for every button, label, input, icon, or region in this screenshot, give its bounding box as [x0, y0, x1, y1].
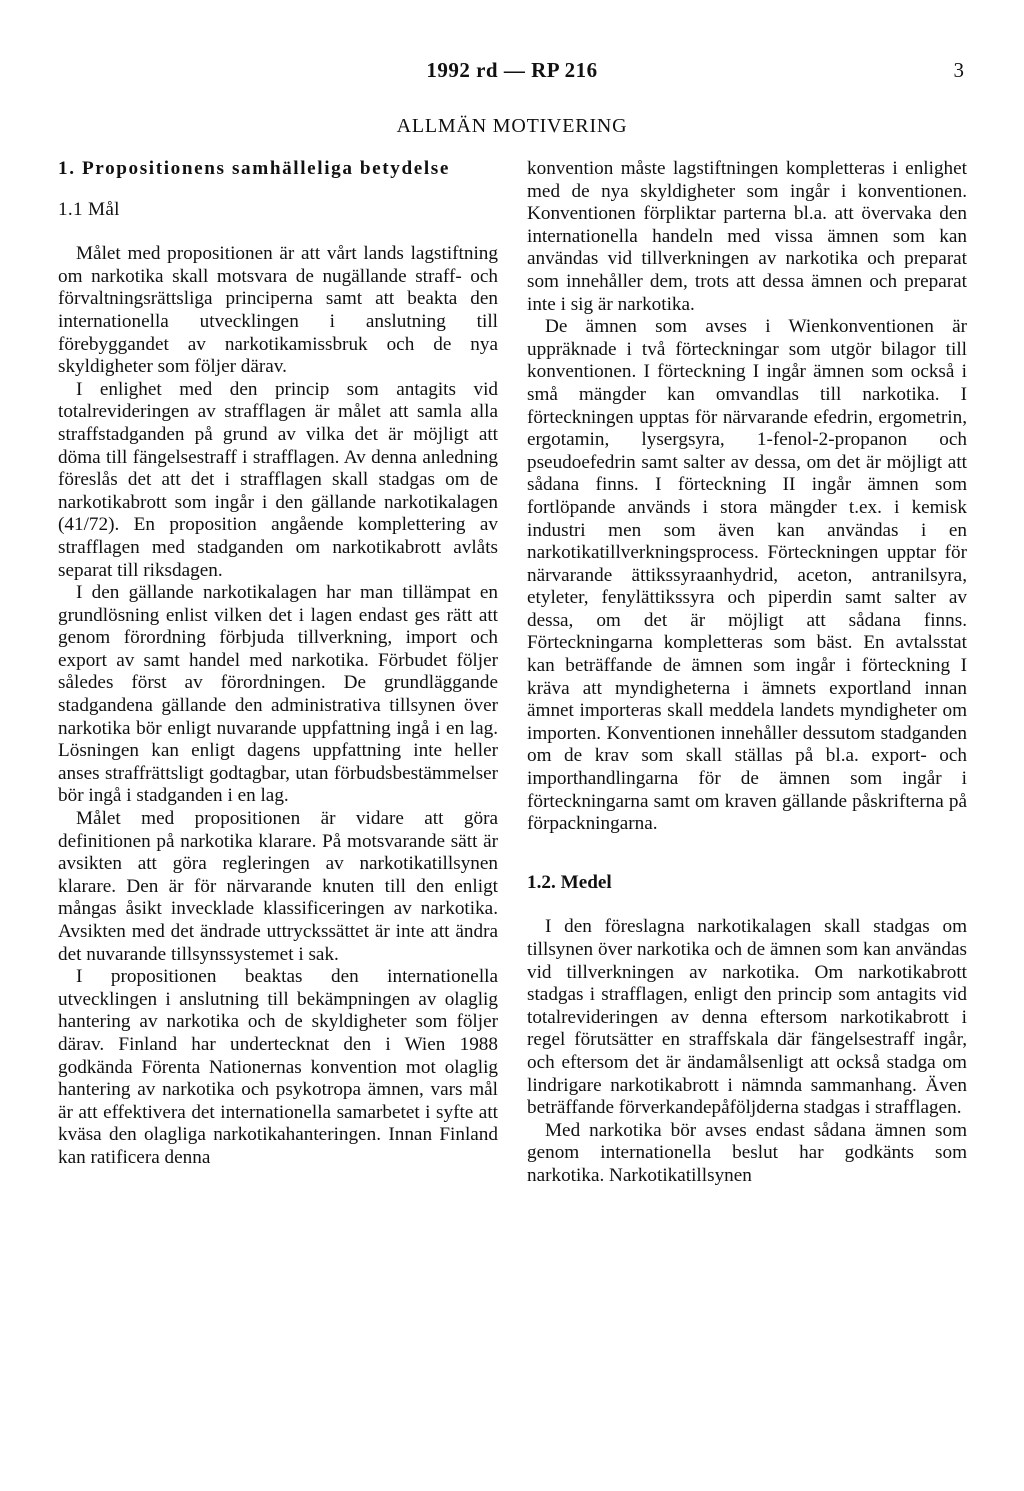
paragraph: De ämnen som avses i Wienkonventionen är uppräknade i två förteckningar som utgör bilagor till konventionen. I förteckning I ingår ämnen som också i små mängder kan omvandlas till narkotika. I förteckningen upptas för närvarande efedrin, ergometrin, ergotamin, lysergsyra, 1-fenol-2-propanon och pseudoefedrin samt salter av dessa, om det är möjligt att sådana finns. I förteckning II ingår ämnen som fortlöpande används i stora mängder t.ex. i kemisk industri men som även kan användas i en narkotikatillverkningsprocess. Förteckningen upptar för närvarande ättikssyraanhydrid, aceton, antranilsyra, etyleter, fenylättikssyra och piperdin samt salter av dessa, om det är möjligt att sådana finns. Förteckningarna kompletteras som bäst. En avtalsstat kan beträffande de ämnen som ingår i förteckning I kräva att myndigheterna i ämnets exportland innan ämnet importeras skall meddela landets myndigheter om importen. Konventionen innehåller dessutom stadganden om de krav som skall ställas på bl.a. export- och importhandlingarna för de ämnen som ingår i förteckningarna samt om kraven gällande påskrifterna på förpackningarna.: [527, 316, 967, 835]
heading-1-2: 1.2. Medel: [527, 871, 612, 893]
page-number: 3: [953, 58, 964, 82]
paragraph: I propositionen beaktas den internationella utvecklingen i anslutning till bekämpningen av olaglig hantering av narkotika och de skyldigheter som följer därav. Finland har undertecknat den i Wien 1988 godkända Förenta Nationernas konvention mot olaglig hantering av narkotika och psykotropa ämnen, vars mål är att effektivera det internationella samarbetet i syfte att kväsa den olagliga narkotikahanteringen. Innan Finland kan ratificera denna: [58, 966, 498, 1168]
page-header: [0, 58, 1024, 88]
spacer: [527, 836, 967, 872]
running-head: 1992 rd — RP 216: [426, 58, 598, 82]
heading-1: 1. Propositionens samhälleliga betydelse: [58, 158, 450, 179]
paragraph: Målet med propositionen är att vårt lands lagstiftning om narkotika skall motsvara de nugällande straff- och förvaltningsrättsliga principerna samt att beakta den internationella utvecklingen i anslutning till förebyggandet av narkotikamissbruk och de nya skyldigheter som följer därav.: [58, 243, 498, 378]
paragraph: Med narkotika bör avses endast sådana ämnen som genom internationella beslut har godkänts som narkotika. Narkotikatillsynen: [527, 1119, 967, 1186]
heading-1-1: 1.1 Mål: [58, 198, 120, 220]
paragraph-continuation: konvention måste lagstiftningen kompletteras i enlighet med de nya skyldigheter som ingår i konventionen. Konventionen förpliktar parterna bl.a. att övervaka den internationella handeln med vissa ämnen som kan användas vid tillverkningen av narkotika och preparat som innehåller dem, trots att dessa ämnen och preparat inte i sig är narkotika.: [527, 158, 967, 315]
right-column: [527, 158, 967, 1188]
paragraph: I enlighet med den princip som antagits vid totalrevideringen av strafflagen är målet att samla alla straffstadganden på grund av vilka det är möjligt att döma till fängelsestraff i strafflagen. Av denna anledning föreslås det att det i strafflagen skall stadgas om de narkotikabrott som ingår i den gällande narkotikalagen (41/72). En proposition angående komplettering av strafflagen med stadganden om narkotikabrott avlåts separat till riksdagen.: [58, 378, 498, 581]
paragraph: I den gällande narkotikalagen har man tillämpat en grundlösning enlist vilken det i lagen endast ges rätt att genom förordning förbjuda tillverkning, import och export av samt handel med narkotika. Förbudet följer således först av förordningen. De grundläggande stadgandena gällande den administrativa tillsynen över narkotika bör enligt nuvarande uppfattning ingå i en lag. Lösningen kan enligt dagens uppfattning inte heller anses straffrättsligt godtagbar, utan förbudsbestämmelser bör ingå i stadganden i en lag.: [58, 582, 498, 807]
paragraph: I den föreslagna narkotikalagen skall stadgas om tillsynen över narkotika och de ämnen som kan användas vid tillverkningen av narkotika. Om narkotikabrott stadgas i strafflagen, enligt den princip som antagits vid totalrevideringen av denna eftersom narkotikabrott i regel förutsätter en straffskala där fängelsestraff ingår, och eftersom det är ändamålsenligt att också stadga om lindrigare narkotikabrott i nämnda sammanhang. Även beträffande förverkandepåföljderna stadgas i strafflagen.: [527, 916, 967, 1119]
left-column: [58, 158, 498, 1170]
section-title: ALLMÄN MOTIVERING: [396, 115, 628, 137]
paragraph: Målet med propositionen är vidare att göra definitionen på narkotika klarare. På motsvarande sätt är avsikten att göra regleringen av narkotikatillsynen klarare. Den är för närvarande knuten till den enligt mångas åsikt invecklade klassificeringen av narkotika. Avsikten med det ändrade uttryckssättet är inte att ändra det nuvarande tillsynssystemet i sak.: [58, 808, 498, 965]
